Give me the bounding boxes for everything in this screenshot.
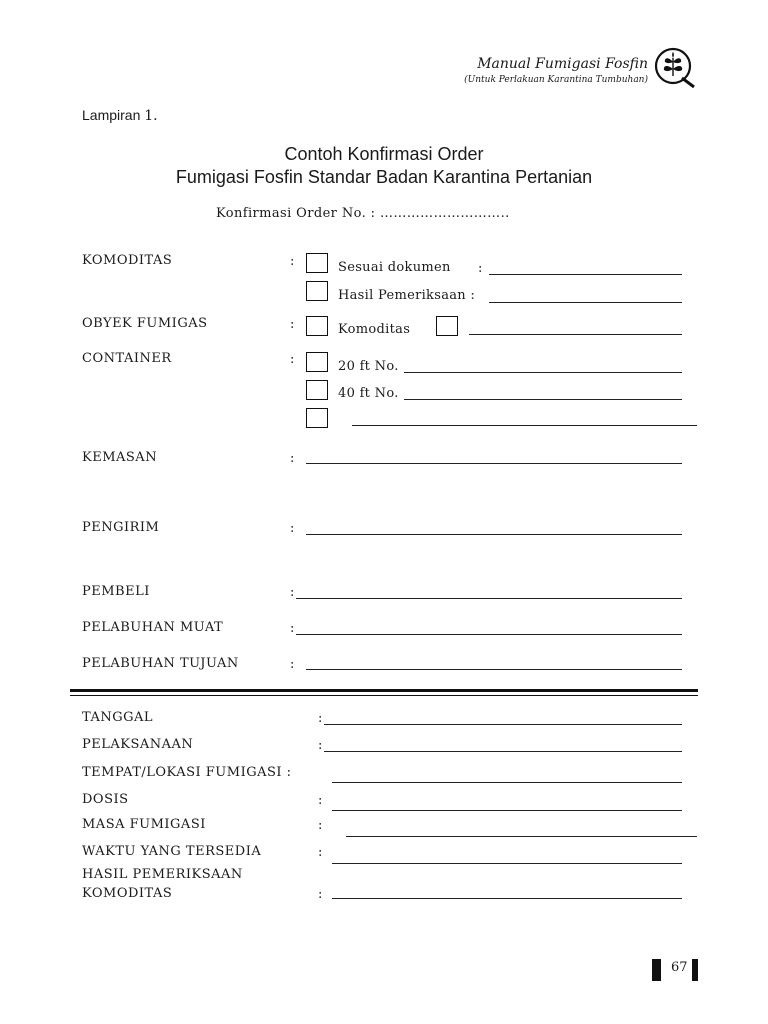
pembeli-label: PEMBELI <box>82 584 150 599</box>
pelabuhan-muat-field[interactable] <box>296 634 682 635</box>
masa-fumigasi-label: MASA FUMIGASI <box>82 817 206 832</box>
tanggal-colon: : <box>318 711 323 726</box>
dosis-colon: : <box>318 793 323 808</box>
appendix-label-text: Lampiran <box>82 107 141 123</box>
page-marker-right <box>692 959 698 981</box>
dosis-label: DOSIS <box>82 792 129 807</box>
container-colon: : <box>290 352 295 367</box>
running-header-title: Manual Fumigasi Fosfin <box>477 56 648 72</box>
q-leaf-logo-icon <box>652 46 698 88</box>
container-other-field[interactable] <box>352 425 697 426</box>
obyek-checkbox-komoditas[interactable] <box>306 316 328 336</box>
komoditas-checkbox-dokumen[interactable] <box>306 253 328 273</box>
pelabuhan-tujuan-label: PELABUHAN TUJUAN <box>82 656 239 671</box>
waktu-tersedia-colon: : <box>318 845 323 860</box>
kemasan-label: KEMASAN <box>82 450 158 465</box>
pelaksanaan-colon: : <box>318 738 323 753</box>
pengirim-colon: : <box>290 521 295 536</box>
document-title-line1: Contoh Konfirmasi Order <box>284 144 484 164</box>
tanggal-label: TANGGAL <box>82 710 154 725</box>
pelaksanaan-field[interactable] <box>324 751 682 752</box>
page-number: 67 <box>671 960 688 975</box>
obyek-option-komoditas: Komoditas <box>338 322 411 337</box>
komoditas-label: KOMODITAS <box>82 253 173 268</box>
container-option-20ft: 20 ft No. <box>338 359 399 374</box>
container-checkbox-other[interactable] <box>306 408 328 428</box>
document-title-line2: Fumigasi Fosfin Standar Badan Karantina Pertanian <box>175 167 593 187</box>
obyek-fumigas-label: OBYEK FUMIGAS <box>82 316 208 331</box>
kemasan-field[interactable] <box>306 463 682 464</box>
kemasan-colon: : <box>290 451 295 466</box>
komoditas-checkbox-pemeriksaan[interactable] <box>306 281 328 301</box>
komoditas-option-pemeriksaan: Hasil Pemeriksaan : <box>338 288 476 303</box>
waktu-tersedia-field[interactable] <box>332 863 682 864</box>
container-checkbox-20ft[interactable] <box>306 352 328 372</box>
container-40ft-field[interactable] <box>404 399 682 400</box>
pembeli-colon: : <box>290 585 295 600</box>
komoditas-pemeriksaan-field[interactable] <box>489 302 682 303</box>
section-divider-thick <box>70 689 698 692</box>
container-checkbox-40ft[interactable] <box>306 380 328 400</box>
pembeli-field[interactable] <box>296 598 682 599</box>
hasil-pemeriksaan-field[interactable] <box>332 898 682 899</box>
tempat-lokasi-label: TEMPAT/LOKASI FUMIGASI : <box>82 765 292 780</box>
hasil-pemeriksaan-label-line2: KOMODITAS <box>82 886 173 901</box>
obyek-other-field[interactable] <box>469 334 682 335</box>
pelabuhan-tujuan-field[interactable] <box>306 669 682 670</box>
waktu-tersedia-label: WAKTU YANG TERSEDIA <box>82 844 262 859</box>
page-marker-left <box>652 959 661 981</box>
pengirim-field[interactable] <box>306 534 682 535</box>
pengirim-label: PENGIRIM <box>82 520 160 535</box>
komoditas-dokumen-colon: : <box>478 261 483 276</box>
masa-fumigasi-colon: : <box>318 818 323 833</box>
container-label: CONTAINER <box>82 351 172 366</box>
section-divider-thin <box>70 695 698 696</box>
container-option-40ft: 40 ft No. <box>338 386 399 401</box>
obyek-checkbox-other[interactable] <box>436 316 458 336</box>
hasil-pemeriksaan-colon: : <box>318 887 323 902</box>
appendix-number: 1. <box>144 108 158 124</box>
pelabuhan-muat-colon: : <box>290 621 295 636</box>
dosis-field[interactable] <box>332 810 682 811</box>
komoditas-colon: : <box>290 254 295 269</box>
komoditas-dokumen-field[interactable] <box>489 274 682 275</box>
komoditas-option-dokumen: Sesuai dokumen <box>338 260 451 275</box>
obyek-colon: : <box>290 317 295 332</box>
hasil-pemeriksaan-label-line1: HASIL PEMERIKSAAN <box>82 867 243 882</box>
tanggal-field[interactable] <box>324 724 682 725</box>
appendix-label <box>82 107 158 124</box>
pelabuhan-muat-label: PELABUHAN MUAT <box>82 620 224 635</box>
running-header-subtitle: (Untuk Perlakuan Karantina Tumbuhan) <box>464 75 648 85</box>
masa-fumigasi-field[interactable] <box>346 836 697 837</box>
tempat-lokasi-field[interactable] <box>332 782 682 783</box>
container-20ft-field[interactable] <box>404 372 682 373</box>
pelabuhan-tujuan-colon: : <box>290 657 295 672</box>
order-number-line: Konfirmasi Order No. : ……………………….. <box>216 206 510 221</box>
pelaksanaan-label: PELAKSANAAN <box>82 737 194 752</box>
